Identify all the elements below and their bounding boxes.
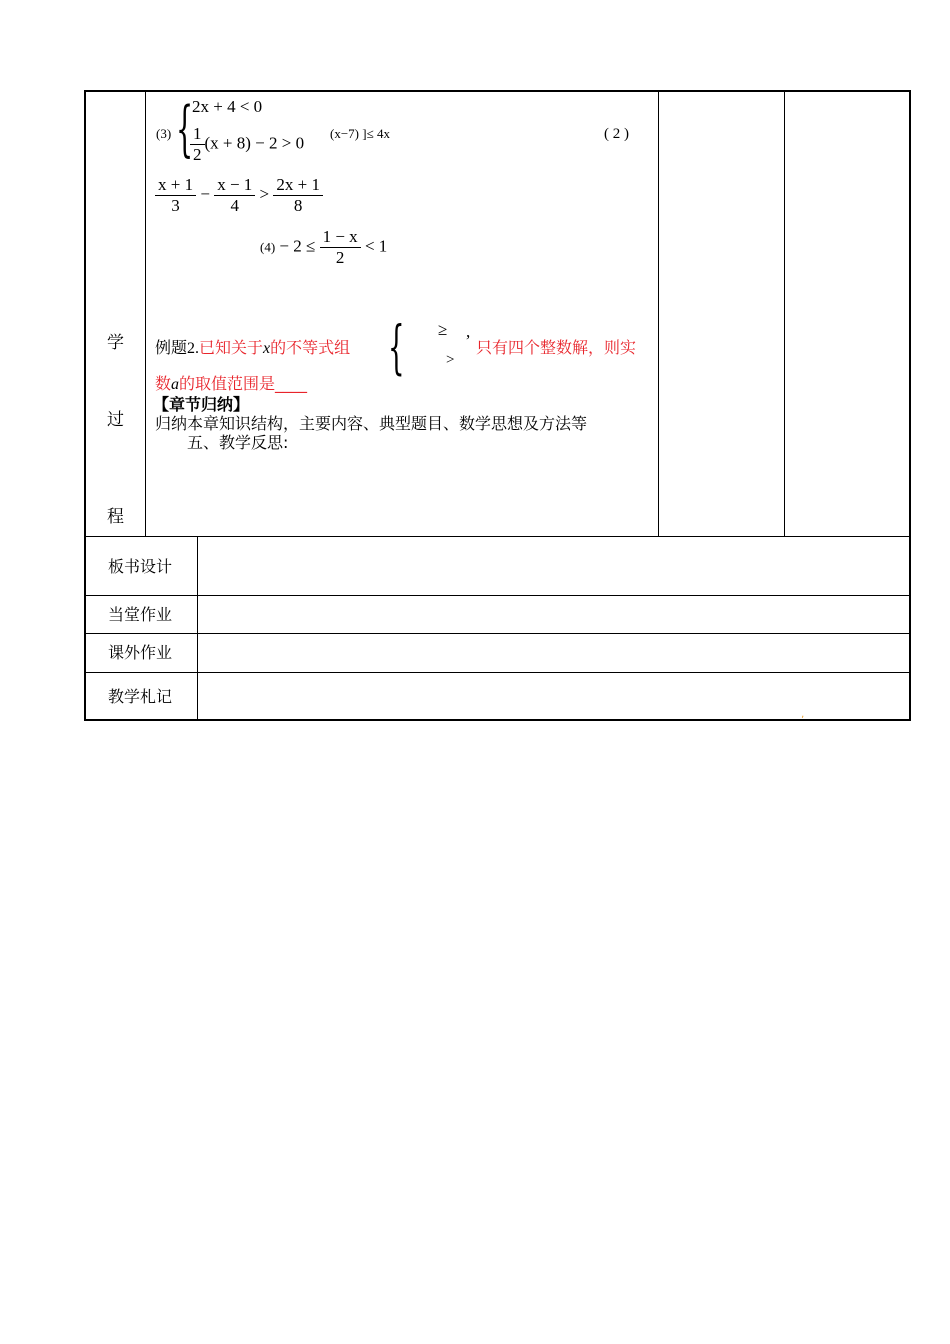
col-divider-2 <box>658 90 659 536</box>
exercise-2-expression <box>155 175 323 216</box>
table-border-right <box>909 90 911 721</box>
row-divider-1 <box>84 536 911 537</box>
example-2-text-1: 已知关于 <box>199 338 264 357</box>
example-2-geq: ≥ <box>438 320 448 339</box>
summary-body: 归纳本章知识结构，主要内容、典型题目、数学思想及方法等 <box>155 414 588 433</box>
row-label-teaching-notes: 教学札记 <box>108 687 173 706</box>
exercise-3-eq-2-den: 2 <box>193 145 202 164</box>
example-2-gt: > <box>446 352 455 368</box>
example-2-line-1 <box>155 338 350 359</box>
row-label-homework: 课外作业 <box>108 643 173 662</box>
col-divider-3 <box>784 90 785 536</box>
system-brace-3: { <box>176 94 194 164</box>
table-border-bottom <box>84 719 911 721</box>
exercise-2-gt: > <box>259 184 270 204</box>
example-2-comma: , <box>466 322 471 341</box>
system-brace-example: { <box>388 313 405 381</box>
table-border-left <box>84 90 86 721</box>
row-divider-4 <box>84 672 911 673</box>
exercise-2-frac-1-den: 3 <box>171 196 180 215</box>
exercise-2-frac-3-num: 2x + 1 <box>273 175 323 196</box>
stray-mark: ʼ <box>801 715 805 726</box>
example-2-text-2: 的不等式组 <box>270 338 351 357</box>
process-label-char-3: 程 <box>107 507 124 527</box>
exercise-3-eq-2 <box>190 124 304 165</box>
example-2-number: 2. <box>187 340 200 357</box>
exercise-2-number: ( 2 ) <box>604 126 629 142</box>
exercise-3-label: (3) <box>156 126 172 141</box>
exercise-3-eq-1: 2x + 4 < 0 <box>192 97 263 116</box>
example-2-line-2 <box>155 374 307 395</box>
teaching-reflection: 五、教学反思: <box>187 433 289 452</box>
summary-heading: 【章节归纳】 <box>153 395 250 414</box>
table-border-top <box>84 90 911 92</box>
exercise-4-frac-den: 2 <box>335 248 345 267</box>
exercise-4-frac-num: 1 − x <box>320 227 361 248</box>
example-2-var-a: a <box>171 376 180 393</box>
example-2-text-4: 数 <box>155 374 172 393</box>
exercise-3-eq-2-num: 1 <box>190 124 205 145</box>
row-label-classwork: 当堂作业 <box>108 605 173 624</box>
exercise-fragment: (x−7) ]≤ 4x <box>330 126 390 141</box>
exercise-2-frac-2-num: x − 1 <box>214 175 255 196</box>
row-divider-3 <box>84 633 911 634</box>
example-2-text-5: 的取值范围是____ <box>179 374 308 393</box>
exercise-2-frac-3-den: 8 <box>293 196 303 215</box>
col-divider-1 <box>145 90 146 536</box>
exercise-2-frac-2-den: 4 <box>230 196 239 215</box>
exercise-4-label: (4) <box>260 239 276 255</box>
exercise-4-expression <box>260 227 387 268</box>
process-label-char-2: 过 <box>107 410 124 430</box>
exercise-2-minus: − <box>200 184 210 204</box>
exercise-4-right: < 1 <box>364 236 388 256</box>
exercise-4-left: − 2 ≤ <box>279 236 316 256</box>
label-col-divider <box>197 536 198 720</box>
row-divider-2 <box>84 595 911 596</box>
exercise-2-frac-1-num: x + 1 <box>155 175 196 196</box>
process-label-char-1: 学 <box>107 333 124 353</box>
example-2-prefix: 例题 <box>155 338 188 357</box>
example-2-var-x: x <box>263 340 271 357</box>
row-label-board-design: 板书设计 <box>108 557 173 576</box>
exercise-3-eq-2-rest: (x + 8) − 2 > 0 <box>204 133 305 153</box>
example-2-text-3: 只有四个整数解，则实 <box>476 338 637 357</box>
